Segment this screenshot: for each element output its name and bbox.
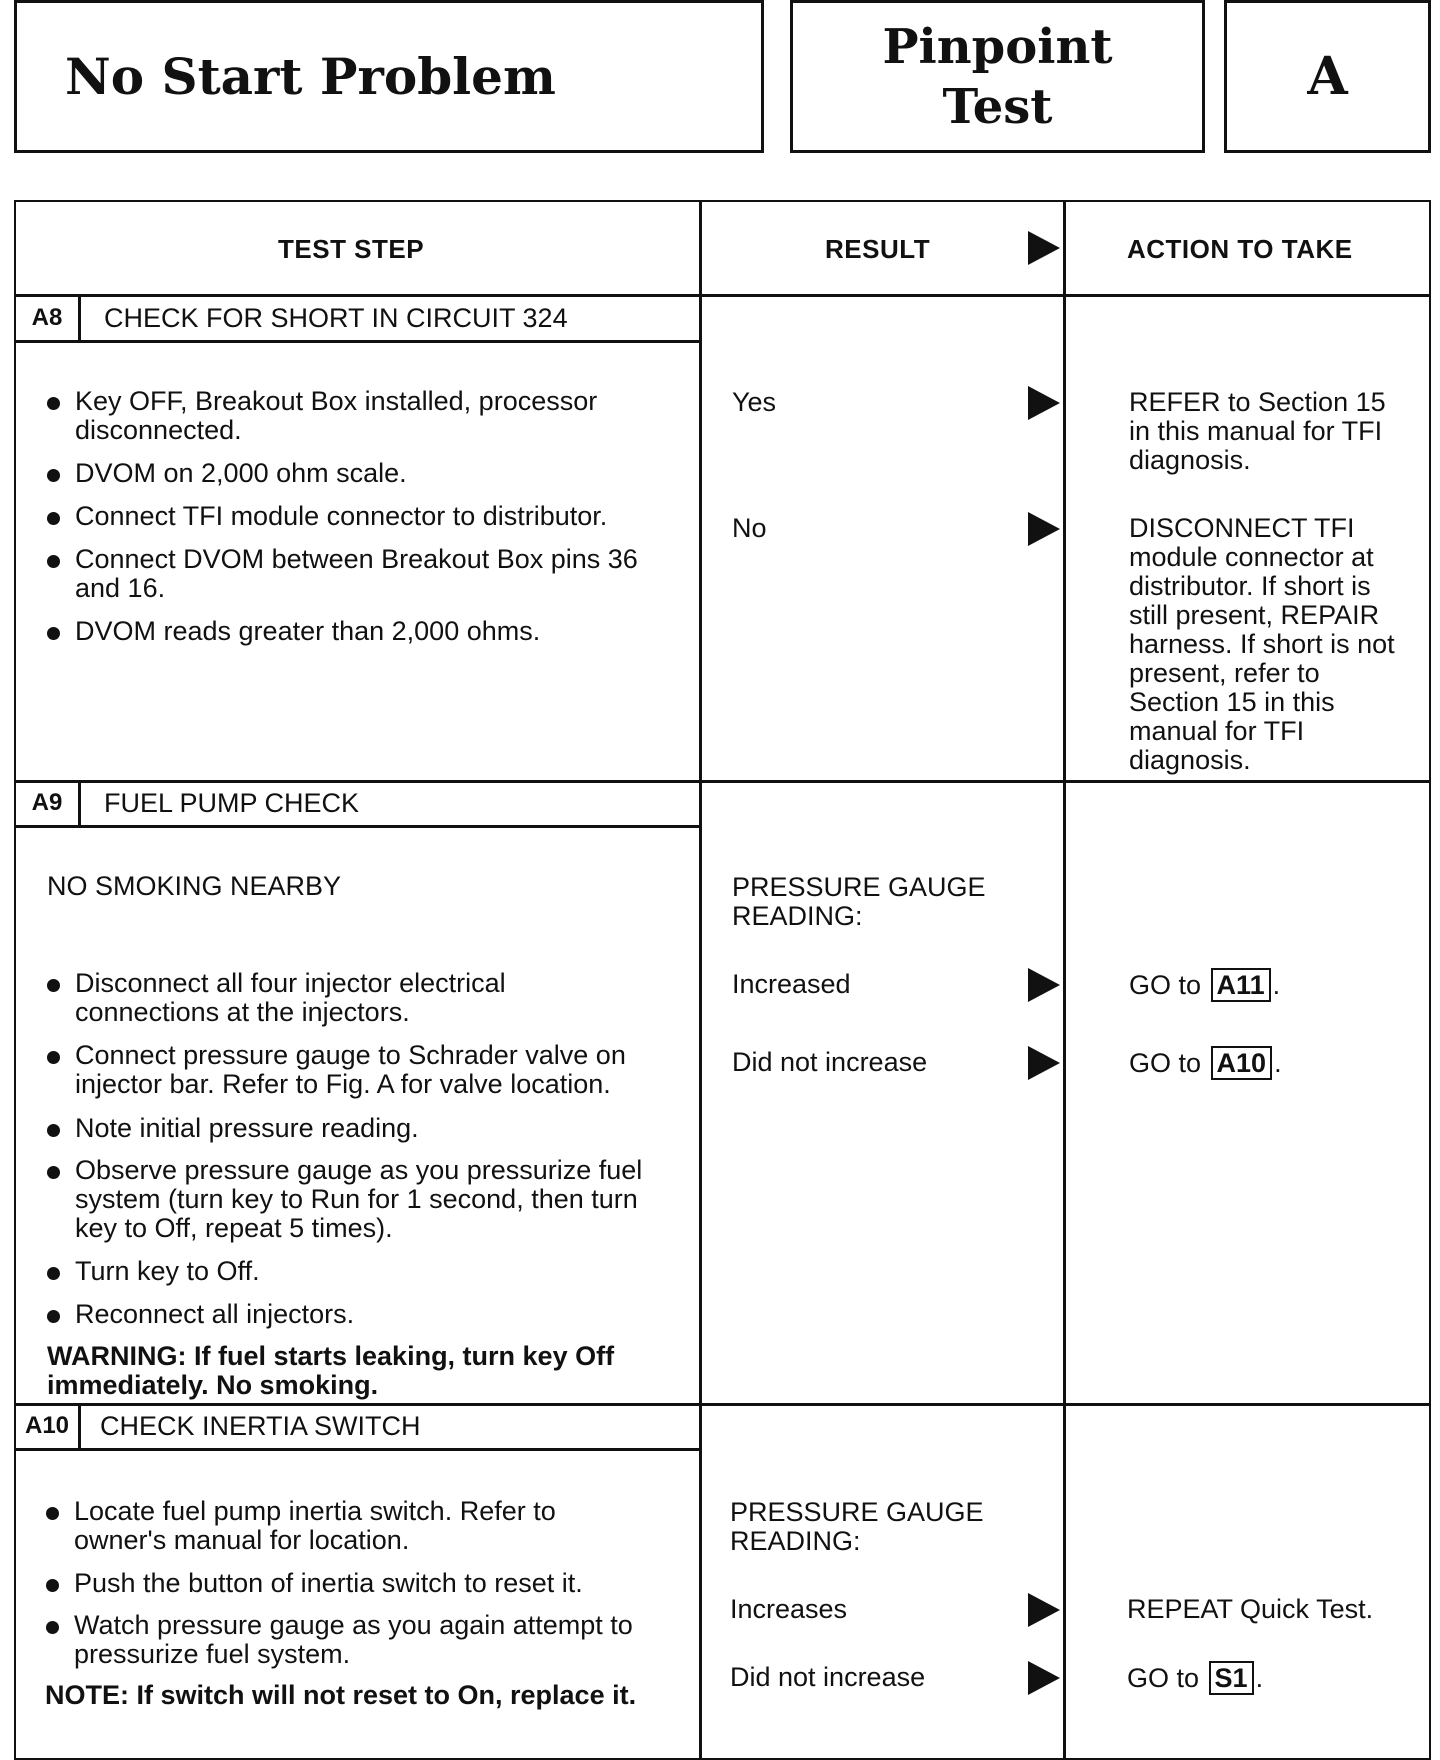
step-a9-result-not-increased: Did not increase — [732, 1047, 928, 1077]
step-a10-bullet-3: Watch pressure gauge as you again attempt to pressurize fuel system. — [44, 1611, 633, 1669]
step-title: CHECK FOR SHORT IN CIRCUIT 324 — [104, 303, 568, 333]
step-a10-bullet-2: Push the button of inertia switch to reset it. — [44, 1569, 583, 1598]
result-arrow-icon — [1028, 1593, 1060, 1627]
result-arrow-icon — [1028, 1046, 1060, 1080]
pinpoint-line-2: Test — [942, 78, 1053, 135]
step-header-a10 — [16, 1404, 700, 1451]
step-a8-bullet-4: Connect DVOM between Breakout Box pins 36 and 16. — [45, 545, 638, 603]
step-a9-action-increased: GO to A11 . — [1129, 970, 1281, 1000]
step-a9-bullet-5: Turn key to Off. — [45, 1257, 260, 1286]
step-a10-action-not-increased: GO to S1 . — [1127, 1663, 1264, 1693]
step-a8-result-no: No — [732, 513, 767, 543]
step-a8-bullet-5: DVOM reads greater than 2,000 ohms. — [45, 617, 540, 646]
document-title: No Start Problem — [65, 47, 556, 106]
step-a9-bullet-4: Observe pressure gauge as you pressurize fuel system (turn key to Run for 1 second, then turn key to Off, repeat 5 times). — [45, 1156, 642, 1243]
step-title: FUEL PUMP CHECK — [104, 788, 360, 818]
step-header-a9 — [16, 781, 700, 828]
step-a9-result-increased: Increased — [732, 969, 851, 999]
column-header-action: ACTION TO TAKE — [1127, 234, 1353, 264]
test-letter: A — [1307, 46, 1348, 107]
column-divider-result — [699, 202, 702, 1758]
test-letter-box — [1224, 0, 1431, 153]
step-a10-result-increases: Increases — [730, 1594, 848, 1624]
goto-ref-a10[interactable]: A10 — [1211, 1046, 1273, 1080]
step-a10-note: NOTE: If switch will not reset to On, replace it. — [45, 1680, 637, 1710]
result-arrow-icon — [1028, 1661, 1060, 1695]
title-box — [14, 0, 764, 153]
column-header-result: RESULT — [825, 234, 931, 264]
result-arrow-icon — [1028, 512, 1060, 546]
step-a9-intro: NO SMOKING NEARBY — [47, 871, 342, 901]
pinpoint-test-title — [882, 17, 1112, 137]
step-title: CHECK INERTIA SWITCH — [100, 1411, 421, 1441]
step-a8-bullet-1: Key OFF, Breakout Box installed, processor disconnected. — [45, 387, 597, 445]
column-divider-action — [1063, 202, 1066, 1758]
step-a9-action-not-increased: GO to A10 . — [1129, 1048, 1282, 1078]
goto-ref-a11[interactable]: A11 — [1211, 968, 1271, 1002]
step-a9-bullet-1: Disconnect all four injector electrical connections at the injectors. — [45, 969, 506, 1027]
result-arrow-icon — [1028, 968, 1060, 1002]
step-a8-action-no: DISCONNECT TFI module connector at distributor. If short is still present, REPAIR harness. If short is not present, refer to Section 15 in this manual for TFI diagnosis. — [1129, 513, 1395, 775]
pinpoint-line-1: Pinpoint — [882, 18, 1113, 75]
step-a9-bullet-3: Note initial pressure reading. — [45, 1114, 419, 1143]
pinpoint-test-table — [14, 200, 1431, 1760]
goto-ref-s1[interactable]: S1 — [1209, 1661, 1254, 1695]
step-header-a8 — [16, 296, 700, 343]
step-number: A8 — [16, 296, 81, 340]
step-a8-result-yes: Yes — [732, 387, 777, 417]
step-a10-bullet-1: Locate fuel pump inertia switch. Refer to owner's manual for location. — [44, 1497, 556, 1555]
step-a8-bullet-3: Connect TFI module connector to distributor. — [45, 502, 607, 531]
step-a9-warning: WARNING: If fuel starts leaking, turn key Off immediately. No smoking. — [47, 1341, 615, 1400]
step-a9-bullet-6: Reconnect all injectors. — [45, 1300, 354, 1329]
step-a9-bullet-2: Connect pressure gauge to Schrader valve on injector bar. Refer to Fig. A for valve location. — [45, 1041, 626, 1099]
step-number: A10 — [16, 1404, 81, 1448]
column-header-test-step: TEST STEP — [278, 234, 425, 264]
step-a10-result-not-increased: Did not increase — [730, 1662, 926, 1692]
pinpoint-test-box — [790, 0, 1205, 153]
step-a9-result-heading: PRESSURE GAUGE READING: — [732, 872, 986, 931]
step-a8-bullet-2: DVOM on 2,000 ohm scale. — [45, 459, 407, 488]
result-arrow-icon — [1028, 231, 1060, 265]
step-a10-result-heading: PRESSURE GAUGE READING: — [730, 1497, 984, 1556]
step-a10-action-increases: REPEAT Quick Test. — [1127, 1594, 1374, 1624]
result-arrow-icon — [1028, 386, 1060, 420]
step-number: A9 — [16, 781, 81, 825]
step-a8-action-yes: REFER to Section 15 in this manual for TFI diagnosis. — [1129, 387, 1386, 475]
